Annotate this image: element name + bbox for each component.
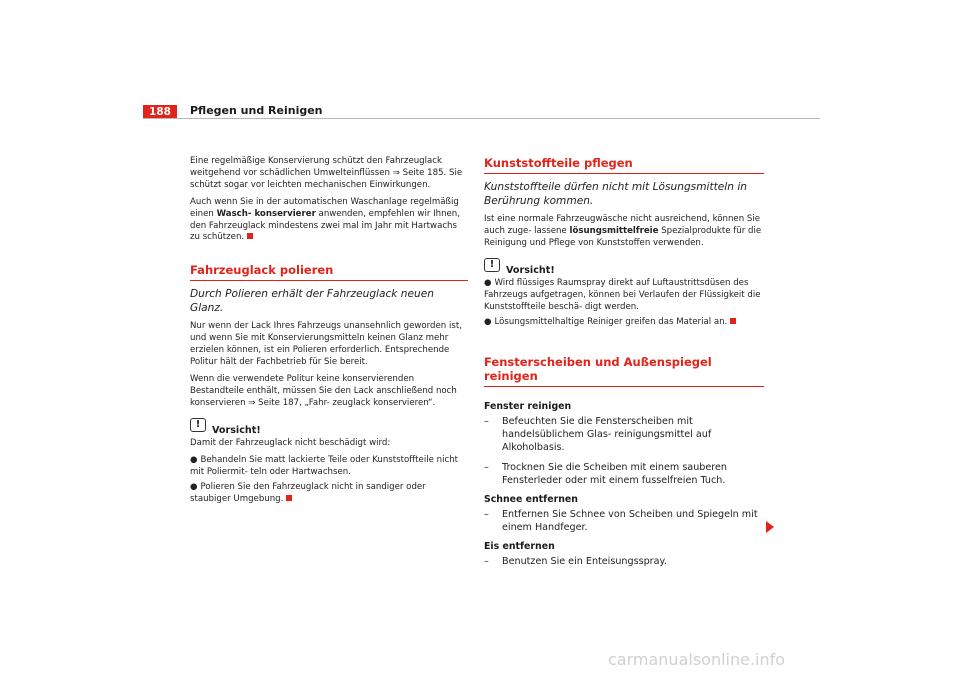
step-item: [484, 508, 764, 534]
next-page-arrow-icon: [766, 521, 774, 533]
paragraph: [190, 197, 468, 245]
bullet-text: Wird flüssiges Raumspray direkt auf Luftaustrittsdüsen des Fahrzeugs aufgetragen, können bei Verlaufen der Flüssigkeit die Kunststoffteile beschä- digt werden.: [484, 277, 761, 312]
bullet-icon: ●: [190, 454, 198, 465]
step-item: [484, 555, 764, 568]
dash-marker: –: [484, 416, 489, 428]
bullet-text: Lösungsmittelhaltige Reiniger greifen das Material an.: [494, 317, 728, 328]
bullet-text: Behandeln Sie matt lackierte Teile oder Kunststoffteile nicht mit Poliermit- teln oder Hartwachsen.: [190, 454, 459, 477]
paragraph-text: Ist eine normale Fahrzeugwäsche nicht ausreichend, können Sie auch zuge- lassene: [484, 214, 761, 236]
caution-bullet: [190, 455, 468, 479]
header-rule: [143, 118, 820, 119]
caution-icon: !: [190, 418, 206, 432]
section-heading: Fensterscheiben und Außenspiegel reinigen: [484, 355, 764, 387]
step-text: Befeuchten Sie die Fensterscheiben mit handelsüblichem Glas- reinigungsmittel auf Alkoholbasis.: [502, 416, 712, 454]
dash-marker: –: [484, 556, 489, 568]
caution-intro: Damit der Fahrzeuglack nicht beschädigt wird:: [190, 437, 391, 448]
bold-term: Wasch- konservierer: [216, 208, 316, 219]
running-header: Pflegen und Reinigen: [190, 104, 323, 117]
paragraph: Wenn die verwendete Politur keine konservierenden Bestandteile enthält, müssen Sie den Lack anschließend noch konservieren ⇒ Seite 187, „Fahr- zeuglack konservieren“.: [190, 373, 457, 408]
step-item: [484, 415, 764, 454]
caution-bullet: [484, 317, 764, 329]
sub-heading: Eis entfernen: [484, 541, 555, 553]
caution-header: [484, 258, 764, 277]
watermark: carmanualsonline.info: [608, 650, 786, 669]
step-text: Entfernen Sie Schnee von Scheiben und Spiegeln mit einem Handfeger.: [502, 509, 758, 534]
paragraph-text: Spezialprodukte für die Reinigung und Pflege von Kunststoffen verwenden.: [484, 225, 762, 248]
step-text: Trocknen Sie die Scheiben mit einem sauberen Fensterleder oder mit einem fusselfreien Tuch.: [502, 462, 727, 487]
right-column: [484, 156, 764, 575]
section-end-icon: [286, 495, 292, 501]
section-heading: Kunststoffteile pflegen: [484, 156, 764, 174]
caution-label: Vorsicht!: [212, 425, 261, 437]
bullet-icon: ●: [484, 277, 492, 288]
section-heading: Fahrzeuglack polieren: [190, 263, 468, 281]
paragraph-text: Auch wenn Sie in der automatischen Waschanlage regelmäßig einen: [190, 196, 459, 219]
paragraph: Eine regelmäßige Konservierung schützt den Fahrzeuglack weitgehend vor schädlichen Umwelteinflüssen ⇒ Seite 185. Sie schützt sogar vor leichten mechanischen Einwirkungen.: [190, 156, 463, 190]
section-end-icon: [247, 233, 253, 239]
step-text: Benutzen Sie ein Enteisungsspray.: [502, 556, 667, 568]
step-item: [484, 461, 764, 487]
section-intro: Durch Polieren erhält der Fahrzeuglack neuen Glanz.: [190, 288, 434, 315]
paragraph-text: anwenden, empfehlen wir Ihnen, den Fahrzeuglack mindestens zwei mal im Jahr mit Hartwachs zu schützen.: [190, 208, 460, 243]
page-number: 188: [143, 105, 177, 119]
caution-icon: !: [484, 258, 500, 272]
caution-header: [190, 418, 468, 437]
left-column: [190, 156, 468, 510]
sub-heading: Fenster reinigen: [484, 401, 572, 413]
caution-label: Vorsicht!: [506, 265, 555, 277]
dash-marker: –: [484, 509, 489, 521]
bold-term: lösungsmittelfreie: [569, 225, 659, 236]
caution-bullet: [190, 482, 468, 506]
caution-bullet: [484, 278, 764, 314]
sub-heading: Schnee entfernen: [484, 494, 578, 506]
paragraph: Nur wenn der Lack Ihres Fahrzeugs unansehnlich geworden ist, und wenn Sie mit Konservierungsmitteln keinen Glanz mehr erzielen können, ist ein Polieren erforderlich. Entsprechende Politur hält der Fachbetrieb für Sie bereit.: [190, 321, 462, 368]
bullet-icon: ●: [484, 317, 492, 328]
section-intro: Kunststoffteile dürfen nicht mit Lösungsmitteln in Berührung kommen.: [484, 181, 747, 207]
paragraph: [484, 214, 764, 250]
dash-marker: –: [484, 462, 489, 474]
bullet-text: Polieren Sie den Fahrzeuglack nicht in sandiger oder staubiger Umgebung.: [190, 482, 426, 505]
section-end-icon: [730, 318, 736, 324]
bullet-icon: ●: [190, 482, 198, 493]
